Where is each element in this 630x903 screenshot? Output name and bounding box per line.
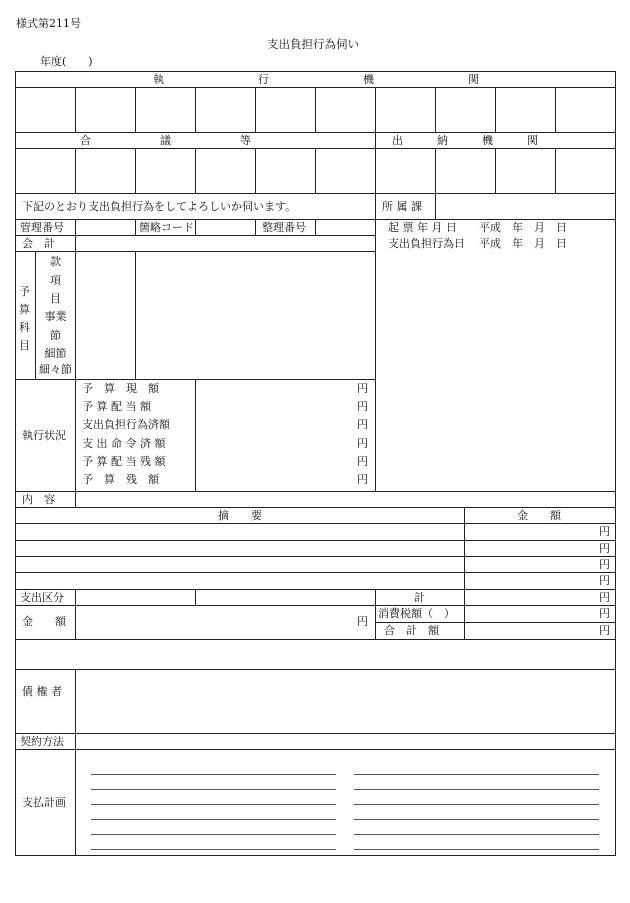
budget-item-kou: 項 bbox=[50, 274, 61, 287]
exec-row-current-budget: 予 算 現 額 bbox=[82, 382, 159, 395]
amount-label: 金 額 bbox=[22, 615, 66, 628]
draft-date-label: 起 票 年 月 日 bbox=[388, 221, 457, 234]
yen-unit: 円 bbox=[357, 615, 368, 628]
management-number-label: 管理番号 bbox=[20, 221, 64, 234]
exec-row-budget-balance: 予 算 残 額 bbox=[82, 473, 159, 486]
consumption-tax-label: 消費税額（ ） bbox=[378, 607, 455, 620]
treasury-char-2: 納 bbox=[437, 134, 448, 147]
yen-unit: 円 bbox=[599, 542, 610, 555]
yen-unit: 円 bbox=[357, 437, 368, 450]
subtotal-label: 計 bbox=[414, 591, 425, 604]
exec-row-allocated: 予 算 配 当 額 bbox=[82, 400, 151, 413]
draft-date-value: 平成 年 月 日 bbox=[479, 221, 567, 234]
yen-unit: 円 bbox=[357, 400, 368, 413]
treasury-char-1: 出 bbox=[392, 134, 403, 147]
executing-agency-char-3: 機 bbox=[363, 73, 374, 86]
budget-subject-label: 予 算 科 目 bbox=[19, 285, 30, 352]
yen-unit: 円 bbox=[357, 455, 368, 468]
budget-item-saisaisetsu: 細々節 bbox=[39, 363, 72, 376]
treasury-char-3: 機 bbox=[482, 134, 493, 147]
expenditure-type-label: 支出区分 bbox=[20, 591, 64, 604]
council-char-3: 等 bbox=[240, 134, 251, 147]
executing-agency-char-4: 関 bbox=[468, 73, 479, 86]
budget-item-moku: 目 bbox=[50, 292, 61, 305]
amount-header: 金 額 bbox=[517, 509, 561, 522]
contents-label: 内 容 bbox=[22, 493, 55, 506]
department-label: 所 属 課 bbox=[382, 200, 422, 213]
payment-plan-label: 支払計画 bbox=[22, 796, 66, 809]
short-code-label: 箇略コード bbox=[139, 221, 194, 234]
yen-unit: 円 bbox=[357, 382, 368, 395]
yen-unit: 円 bbox=[599, 624, 610, 637]
exec-row-committed: 支出負担行為済額 bbox=[82, 418, 170, 431]
grand-total-label: 合 計 額 bbox=[384, 624, 439, 637]
budget-item-jigyou: 事業 bbox=[44, 310, 67, 323]
request-text: 下記のとおり支出負担行為をしてよろしいか伺います。 bbox=[22, 200, 297, 213]
creditor-label: 債 権 者 bbox=[22, 685, 62, 698]
summary-header: 摘 要 bbox=[218, 509, 262, 522]
budget-item-setsu: 節 bbox=[50, 329, 61, 342]
treasury-char-4: 関 bbox=[527, 134, 538, 147]
council-char-1: 合 bbox=[80, 134, 91, 147]
execution-status-label: 執行状況 bbox=[22, 429, 66, 442]
yen-unit: 円 bbox=[599, 574, 610, 587]
reference-number-label: 整理番号 bbox=[262, 221, 306, 234]
form-number: 様式第211号 bbox=[16, 17, 81, 30]
yen-unit: 円 bbox=[599, 558, 610, 571]
council-char-2: 議 bbox=[160, 134, 171, 147]
contract-method-label: 契約方法 bbox=[20, 735, 64, 748]
executing-agency-char-1: 執 bbox=[153, 73, 164, 86]
commitment-date-label: 支出負担行為日 bbox=[388, 237, 465, 250]
page-title: 支出負担行為伺い bbox=[267, 37, 359, 51]
yen-unit: 円 bbox=[357, 473, 368, 486]
exec-row-ordered: 支 出 命 令 済 額 bbox=[82, 437, 166, 450]
executing-agency-char-2: 行 bbox=[258, 73, 269, 86]
budget-item-kan: 款 bbox=[50, 255, 61, 268]
yen-unit: 円 bbox=[599, 607, 610, 620]
accounting-label: 会 計 bbox=[22, 237, 55, 250]
exec-row-allocated-balance: 予 算 配 当 残 額 bbox=[82, 455, 166, 468]
yen-unit: 円 bbox=[599, 525, 610, 538]
yen-unit: 円 bbox=[357, 418, 368, 431]
budget-item-saisetsu: 細節 bbox=[44, 347, 67, 360]
yen-unit: 円 bbox=[599, 591, 610, 604]
fiscal-year-label: 年度( ) bbox=[40, 55, 93, 68]
commitment-date-value: 平成 年 月 日 bbox=[479, 237, 567, 250]
